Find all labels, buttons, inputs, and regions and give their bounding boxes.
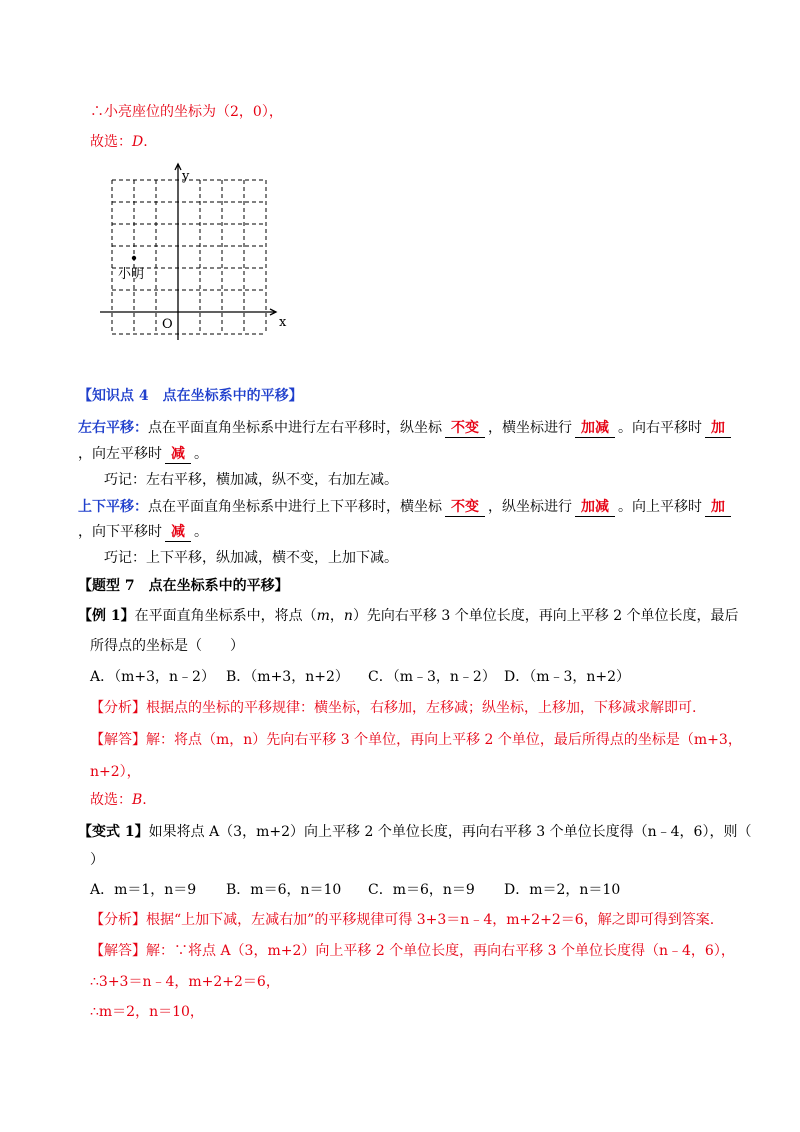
kp4-ud-label: 上下平移： (78, 499, 148, 515)
ex1-analysis: 【分析】根据点的坐标的平移规律：横坐标，右移加，左移减；纵坐标，上移加，下移减求解即可. (90, 700, 697, 716)
kp4-lr-line2 (78, 444, 208, 464)
ex1-option-d: D．（m﹣3，n+2） (504, 669, 631, 685)
kp4-lr-blank3: 加 (705, 419, 731, 438)
ex1-choice-prefix: 故选： (90, 792, 132, 808)
xiaoming-point (132, 256, 136, 260)
ex1-q-b: ）先向右平移 3 个单位长度，再向上平移 2 个单位长度，最后 (352, 608, 739, 624)
ex1-q-comma: ， (329, 608, 344, 624)
point-label: 小明 (118, 267, 145, 282)
choice-line-top (90, 132, 148, 152)
var1-analysis: 【分析】根据“上加下减，左减右加”的平移规律可得 3+3＝n﹣4，m+2+2＝6，解之即可得到答案. (90, 912, 715, 928)
kp4-ud-blank4: 减 (165, 523, 191, 542)
ex1-q-n: n (343, 608, 353, 624)
var1-option-b: B．m＝6，n＝10 (226, 882, 342, 898)
var1-question-line1 (78, 822, 751, 842)
ex1-question-line2: 所得点的坐标是（ ） (90, 638, 244, 654)
kp4-ud-text1: 点在平面直角坐标系中进行上下平移时，横坐标 (148, 499, 442, 515)
kp4-lr-text2: ，横坐标进行 (488, 420, 572, 436)
var1-option-d: D．m＝2，n＝10 (504, 882, 621, 898)
kp4-ud-blank2: 加减 (575, 498, 615, 517)
choice-prefix: 故选： (90, 134, 132, 150)
kp4-ud-tip: 巧记：上下平移，纵加减，横不变，上加下减。 (104, 550, 398, 566)
kp4-lr-blank4: 减 (165, 445, 191, 464)
kp4-ud-line2-pre: ，向下平移时 (78, 524, 162, 540)
kp4-ud-text3: 。向上平移时 (618, 499, 702, 515)
choice-answer: D (132, 134, 144, 150)
x-axis-label: x (279, 315, 287, 330)
kp4-lr-line2-pre: ，向左平移时 (78, 446, 162, 462)
kp4-lr-line1 (78, 418, 734, 438)
y-axis-label: y (182, 169, 190, 184)
kp4-ud-blank1: 不变 (445, 498, 485, 517)
kp4-lr-text1: 点在平面直角坐标系中进行左右平移时，纵坐标 (148, 420, 442, 436)
ex1-q-m: m (316, 608, 330, 624)
kp4-ud-line2-post: 。 (194, 524, 208, 540)
kp4-lr-tip: 巧记：左右平移，横加减，纵不变，右加左减。 (104, 472, 398, 488)
kp4-ud-line1 (78, 497, 734, 517)
ex1-choice-suffix: . (142, 792, 147, 808)
kp4-title: 【知识点 4 点在坐标系中的平移】 (78, 388, 303, 404)
ex1-option-a: A．（m+3，n﹣2） (90, 669, 215, 685)
var1-option-c: C．m＝6，n＝9 (368, 882, 475, 898)
ex1-label: 【例 1】 (78, 608, 135, 624)
var1-answer-line2: ∴3+3＝n﹣4，m+2+2＝6， (90, 974, 280, 990)
kp4-ud-blank3: 加 (705, 498, 731, 517)
var1-label: 【变式 1】 (78, 824, 149, 840)
type7-title: 【题型 7 点在坐标系中的平移】 (78, 578, 289, 594)
var1-question-line2: ） (90, 852, 104, 868)
kp4-lr-blank2: 加减 (575, 419, 615, 438)
ex1-answer-line2: n+2）， (90, 764, 141, 780)
kp4-lr-label: 左右平移： (78, 420, 148, 436)
var1-answer-line3: ∴m＝2，n＝10， (90, 1004, 204, 1020)
kp4-ud-line2 (78, 522, 208, 542)
kp4-ud-text2: ，纵坐标进行 (488, 499, 572, 515)
origin-label: O (162, 317, 173, 332)
ex1-question-line1 (78, 606, 739, 626)
kp4-lr-line2-post: 。 (194, 446, 208, 462)
var1-q-line1: 如果将点 A（3，m+2）向上平移 2 个单位长度，再向右平移 3 个单位长度得（n﹣4，6），则（ (148, 824, 752, 840)
kp4-lr-blank1: 不变 (445, 419, 485, 438)
ex1-choice-line (90, 790, 147, 810)
ex1-option-b: B．（m+3，n+2） (226, 669, 349, 685)
conclusion-line: ∴小亮座位的坐标为（2，0）， (90, 104, 283, 120)
coordinate-grid-figure (90, 158, 290, 346)
kp4-lr-text3: 。向右平移时 (618, 420, 702, 436)
ex1-choice: B (132, 792, 143, 808)
var1-answer-line1: 【解答】解：∵将点 A（3，m+2）向上平移 2 个单位长度，再向右平移 3 个单位长度得（n﹣4，6）， (90, 943, 735, 959)
ex1-answer-line1: 【解答】解：将点（m，n）先向右平移 3 个单位，再向上平移 2 个单位，最后所得点的坐标是（m+3， (90, 732, 742, 748)
ex1-q-a: 在平面直角坐标系中，将点（ (134, 608, 317, 624)
var1-option-a: A．m＝1，n＝9 (90, 882, 197, 898)
ex1-option-c: C．（m﹣3，n﹣2） (368, 669, 496, 685)
choice-suffix: . (143, 134, 148, 150)
